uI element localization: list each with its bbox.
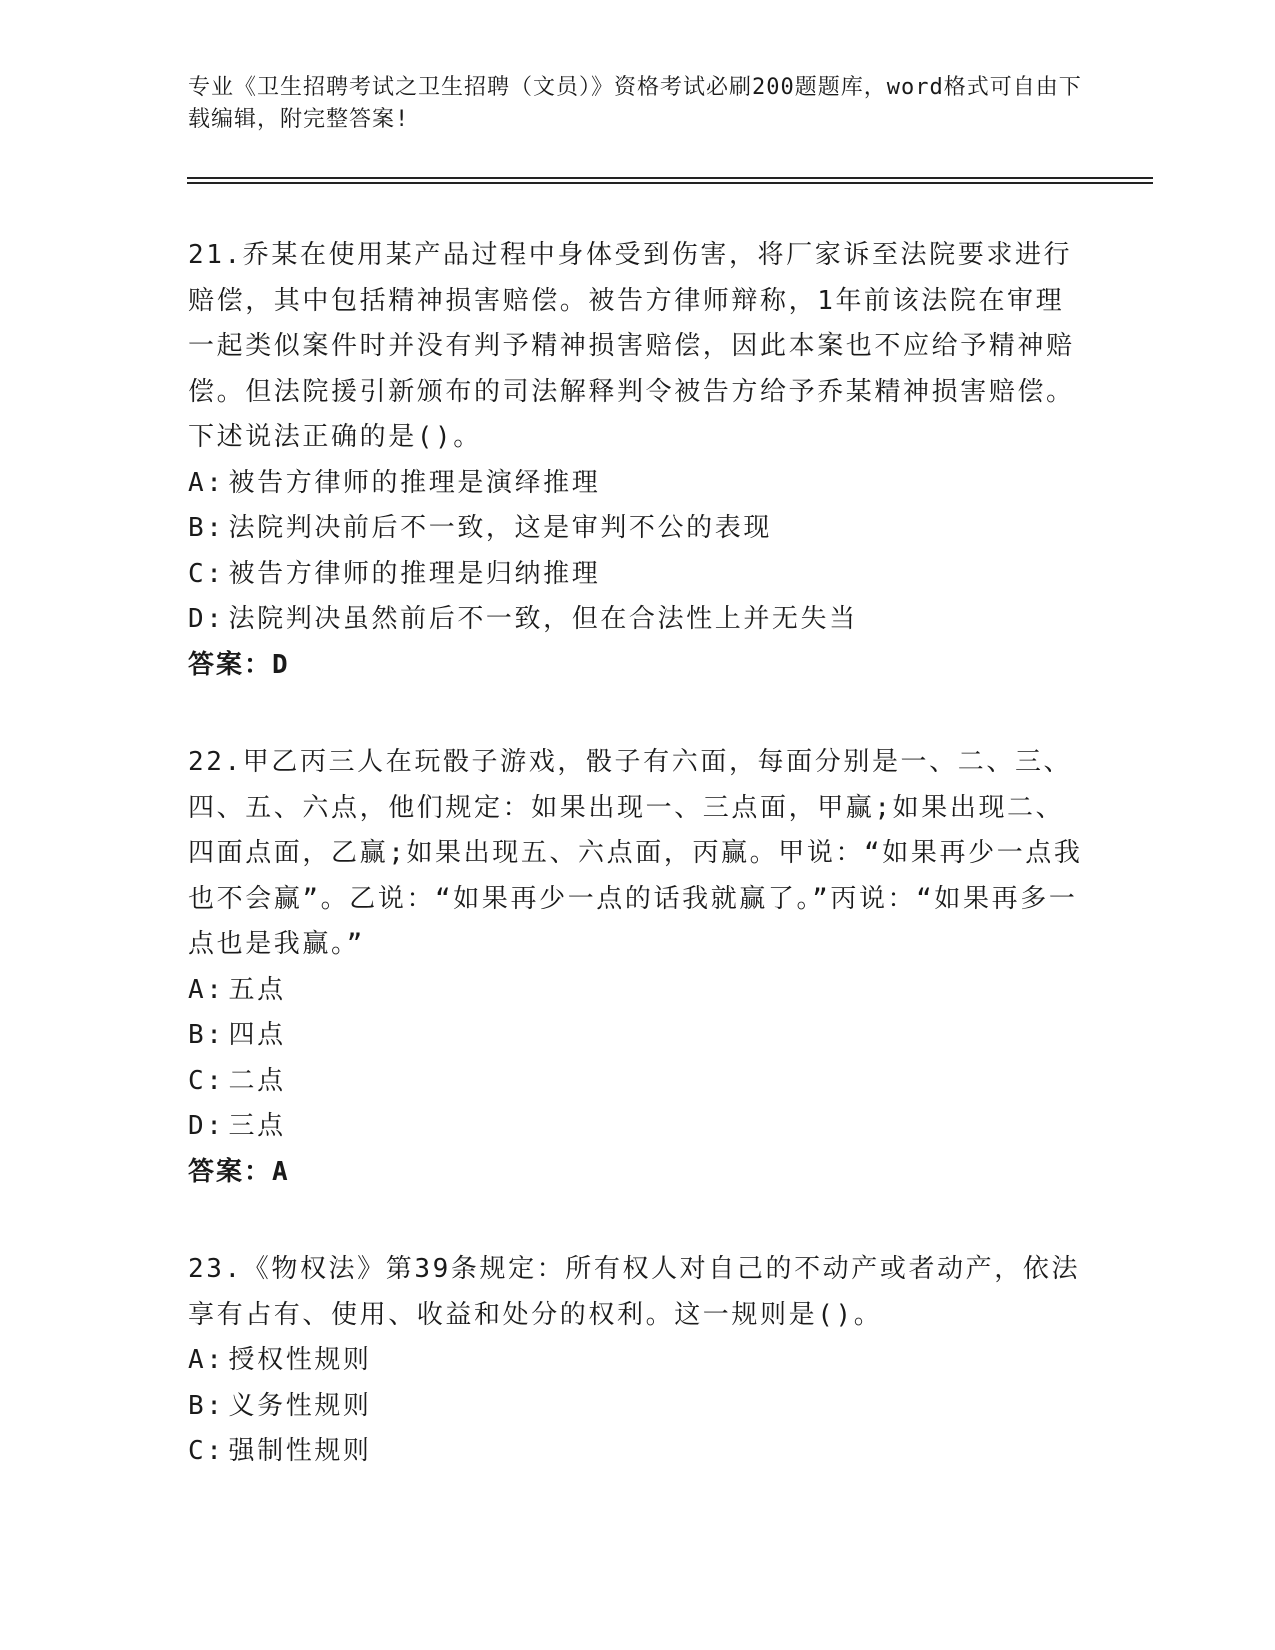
option-key: A:	[188, 974, 225, 1005]
option-key: D:	[188, 604, 225, 634]
option-key: A:	[188, 1345, 225, 1375]
header-divider-bottom	[187, 182, 1153, 184]
option-key: C:	[188, 1436, 225, 1466]
document-header: 专业《卫生招聘考试之卫生招聘（文员）》资格考试必刷200题题库，word格式可自由下载编辑，附完整答案!	[188, 75, 1082, 132]
answer-line: 答案：D	[188, 649, 290, 680]
option-a	[188, 1338, 1088, 1384]
option-text: 被告方律师的推理是归纳推理	[228, 558, 601, 589]
option-key: B:	[188, 513, 225, 543]
option-c	[188, 1429, 1088, 1475]
option-text: 四点	[228, 1020, 286, 1050]
option-key: C:	[188, 1065, 225, 1096]
option-b	[188, 1013, 1088, 1059]
option-text: 法院判决虽然前后不一致，但在合法性上并无失当	[228, 604, 858, 634]
question-item	[188, 233, 1088, 688]
option-key: D:	[188, 1111, 225, 1141]
option-text: 授权性规则	[228, 1345, 372, 1375]
option-key: B:	[188, 1390, 225, 1421]
option-text: 五点	[228, 974, 286, 1005]
question-list	[188, 233, 1088, 1527]
option-c	[188, 552, 1088, 598]
question-stem: 23.《物权法》第39条规定：所有权人对自己的不动产或者动产，依法享有占有、使用、收益和处分的权利。这一规则是()。	[188, 1254, 1081, 1330]
question-stem: 21.乔某在使用某产品过程中身体受到伤害，将厂家诉至法院要求进行赔偿，其中包括精神损害赔偿。被告方律师辩称，1年前该法院在审理一起类似案件时并没有判予精神损害赔偿，因此本案也不应给予精神赔偿。但法院援引新颁布的司法解释判令被告方给予乔某精神损害赔偿。下述说法正确的是()。	[188, 240, 1075, 452]
header-divider-top	[187, 177, 1153, 179]
option-text: 法院判决前后不一致，这是审判不公的表现	[228, 513, 772, 543]
option-b	[188, 1384, 1088, 1430]
option-key: B:	[188, 1020, 225, 1050]
question-stem: 22.甲乙丙三人在玩骰子游戏，骰子有六面，每面分别是一、二、三、四、五、六点，他们规定：如果出现一、三点面，甲赢;如果出现二、四面点面，乙赢;如果出现五、六点面，丙赢。甲说：“如果再少一点我也不会赢”。乙说：“如果再少一点的话我就赢了。”丙说：“如果再多一点也是我赢。”	[188, 747, 1083, 959]
option-b	[188, 506, 1088, 552]
answer-line: 答案：A	[188, 1156, 290, 1187]
option-d	[188, 1104, 1088, 1150]
option-text: 强制性规则	[228, 1436, 372, 1466]
question-item	[188, 740, 1088, 1195]
option-key: C:	[188, 558, 225, 589]
option-a	[188, 461, 1088, 507]
option-text: 义务性规则	[228, 1390, 372, 1421]
option-text: 被告方律师的推理是演绎推理	[228, 467, 601, 498]
question-item	[188, 1247, 1088, 1475]
option-key: A:	[188, 467, 225, 498]
option-text: 三点	[228, 1111, 286, 1141]
option-d	[188, 597, 1088, 643]
option-a	[188, 968, 1088, 1014]
option-text: 二点	[228, 1065, 286, 1096]
option-c	[188, 1059, 1088, 1105]
